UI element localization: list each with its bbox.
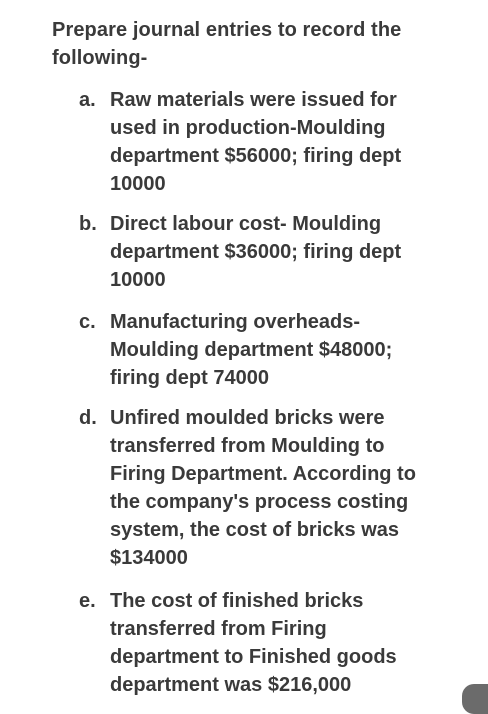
item-line: 10000: [110, 173, 166, 195]
item-line: Moulding department $48000;: [110, 339, 393, 361]
scrollbar-thumb[interactable]: [462, 684, 488, 714]
list-item-text: [110, 86, 470, 198]
list-marker: c.: [79, 311, 96, 333]
list-marker: b.: [79, 213, 97, 235]
list-item-text: [110, 587, 470, 699]
intro-line: Prepare journal entries to record the: [52, 19, 402, 41]
item-line: department $36000; firing dept: [110, 241, 402, 263]
list-item-text: [110, 404, 470, 572]
item-line: transferred from Moulding to: [110, 435, 385, 457]
intro-line: following-: [52, 47, 148, 69]
item-line: $134000: [110, 547, 188, 569]
item-line: used in production-Moulding: [110, 117, 386, 139]
list-item-text: [110, 210, 470, 294]
item-line: Unfired moulded bricks were: [110, 407, 385, 429]
item-line: firing dept 74000: [110, 367, 269, 389]
item-line: the company's process costing: [110, 491, 409, 513]
list-marker: a.: [79, 89, 96, 111]
item-line: transferred from Firing: [110, 618, 327, 640]
item-line: department to Finished goods: [110, 646, 397, 668]
item-line: Manufacturing overheads-: [110, 311, 361, 333]
list-item-text: [110, 308, 470, 392]
item-line: department was $216,000: [110, 674, 352, 696]
item-line: 10000: [110, 269, 166, 291]
item-line: Firing Department. According to: [110, 463, 416, 485]
item-line: system, the cost of bricks was: [110, 519, 400, 541]
item-line: department $56000; firing dept: [110, 145, 402, 167]
list-marker: e.: [79, 590, 96, 612]
item-line: Direct labour cost- Moulding: [110, 213, 382, 235]
item-line: The cost of finished bricks: [110, 590, 364, 612]
list-marker: d.: [79, 407, 97, 429]
item-line: Raw materials were issued for: [110, 89, 397, 111]
question-intro: [52, 16, 472, 72]
